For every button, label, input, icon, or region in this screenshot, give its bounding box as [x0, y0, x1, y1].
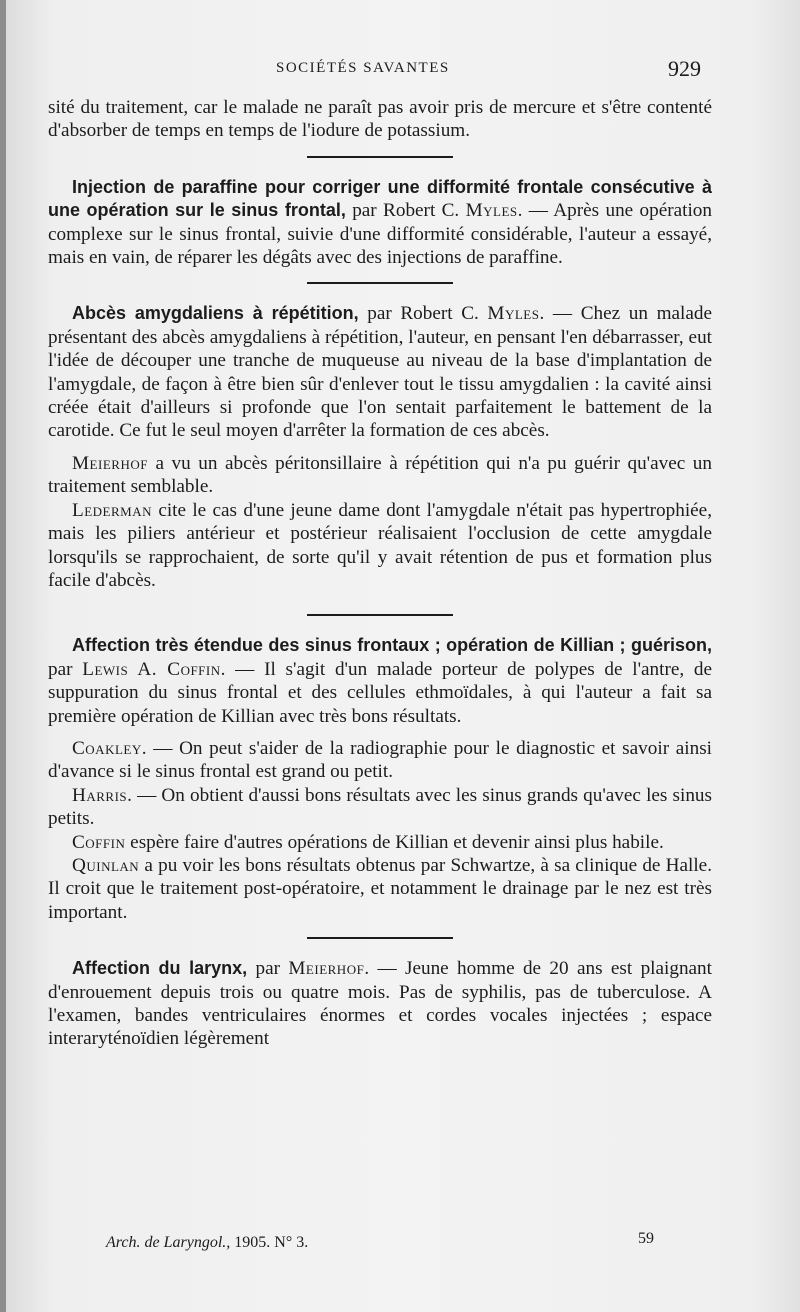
author-name: Myles [465, 200, 518, 222]
page-footer [6, 1230, 800, 1260]
journal-issue: 1905. N° 3. [234, 1234, 309, 1251]
page-number: 929 [668, 56, 701, 81]
section-text: . — Jeune homme de 20 ans est plaignant d'enrouement depuis trois ou quatre mois. Pas de syphilis, pas de tuberculose. A l'examen, bandes ventriculaires énormes et cordes vocales injectées ; espace interaryténoïdien légèrement [48, 958, 712, 1050]
discussant-name: Coakley [72, 737, 142, 759]
section-paraffin [48, 176, 712, 270]
body-text [48, 96, 712, 1051]
discussion-paragraph [48, 499, 712, 593]
section-title: Injection de paraffine pour corriger une difformité frontale consécutive à une opération sur le sinus frontal, [48, 176, 712, 221]
section-sinus [48, 634, 712, 728]
section-text: . — Après une opération complexe sur le sinus frontal, suivie d'une difformité considérable, l'auteur a essayé, mais en vain, de réparer les dégâts avec des injections de paraffine. [48, 200, 712, 269]
discussant-name: Coffin [72, 831, 126, 853]
discussant-name: Lederman [72, 499, 152, 521]
section-divider [307, 614, 453, 616]
author-name: Meierhof [288, 958, 365, 980]
author-prefix: par Robert C. [358, 303, 488, 325]
author-name: Lewis A. Coffin [82, 658, 221, 680]
section-larynx [48, 957, 712, 1051]
discussant-name: Harris [72, 784, 128, 806]
signature-mark: 59 [638, 1230, 654, 1247]
author-prefix: par Robert C. [345, 200, 466, 222]
discussion-paragraph [48, 854, 712, 924]
section-title: Affection du larynx, [72, 958, 248, 979]
discussion-text: . — On peut s'aider de la radiographie pour le diagnostic et savoir ainsi d'avance si le sinus frontal est grand ou petit. [48, 737, 712, 783]
running-title: SOCIÉTÉS SAVANTES [276, 60, 450, 76]
section-abces [48, 302, 712, 442]
author-prefix: par [48, 658, 83, 680]
author-prefix: par [247, 958, 289, 980]
section-text: . — Chez un malade présentant des abcès amygdaliens à répétition, l'auteur, en pensant l'en débarrasser, eut l'idée de découper une tranche de muqueuse au niveau de la base d'implantation de l'amygdale, de façon à être bien sûr d'enlever tout le tissu amygdalien : la cavité ainsi créée était d'ailleurs si profonde que l'on sentait parfaitement le battement de la carotide. Ce fut le seul moyen d'arrêter la formation de ces abcès. [48, 303, 712, 442]
journal-title: Arch. de Laryngol., [106, 1234, 231, 1251]
document-page [6, 0, 800, 1312]
discussion-text: cite le cas d'une jeune dame dont l'amygdale n'était pas hypertrophiée, mais les piliers antérieur et postérieur réalisaient l'occlusion de cette amygdale lorsqu'ils se rapprochaient, de sorte qu'il y avait rétention de pus et formation plus facile d'abcès. [48, 499, 712, 591]
section-divider [307, 156, 453, 158]
section-divider [307, 282, 453, 284]
discussion-text: a vu un abcès péritonsillaire à répétition qui n'a pu guérir qu'avec un traitement semblable. [48, 452, 712, 498]
discussion-text: a pu voir les bons résultats obtenus par Schwartze, à sa clinique de Halle. Il croit que le traitement post-opératoire, et notamment le drainage par le nez est très important. [48, 854, 712, 923]
section-divider [307, 937, 453, 939]
section-title: Abcès amygdaliens à répétition, [72, 303, 359, 324]
intro-paragraph: sité du traitement, car le malade ne paraît pas avoir pris de mercure et s'être contenté d'absorber de temps en temps de l'iodure de potassium. [48, 97, 712, 142]
discussant-name: Quinlan [72, 854, 140, 876]
discussion-paragraph [48, 737, 712, 784]
section-text: . — Il s'agit d'un malade porteur de polypes de l'antre, de suppuration du sinus frontal et des cellules ethmoïdales, à qui l'auteur a fait sa première opération de Killian avec très bons résultats. [48, 658, 713, 727]
discussant-name: Meierhof [72, 452, 148, 474]
author-name: Myles [487, 303, 540, 325]
discussion-paragraph [48, 452, 712, 499]
discussion-paragraph [48, 831, 712, 854]
page-header [6, 56, 800, 86]
discussion-text: espère faire d'autres opérations de Killian et devenir ainsi plus habile. [125, 831, 664, 853]
section-title: Affection très étendue des sinus frontaux ; opération de Killian ; guérison, [72, 635, 712, 656]
discussion-text: . — On obtient d'aussi bons résultats avec les sinus grands qu'avec les sinus petits. [48, 784, 712, 830]
journal-reference [106, 1234, 308, 1252]
discussion-paragraph [48, 784, 712, 831]
